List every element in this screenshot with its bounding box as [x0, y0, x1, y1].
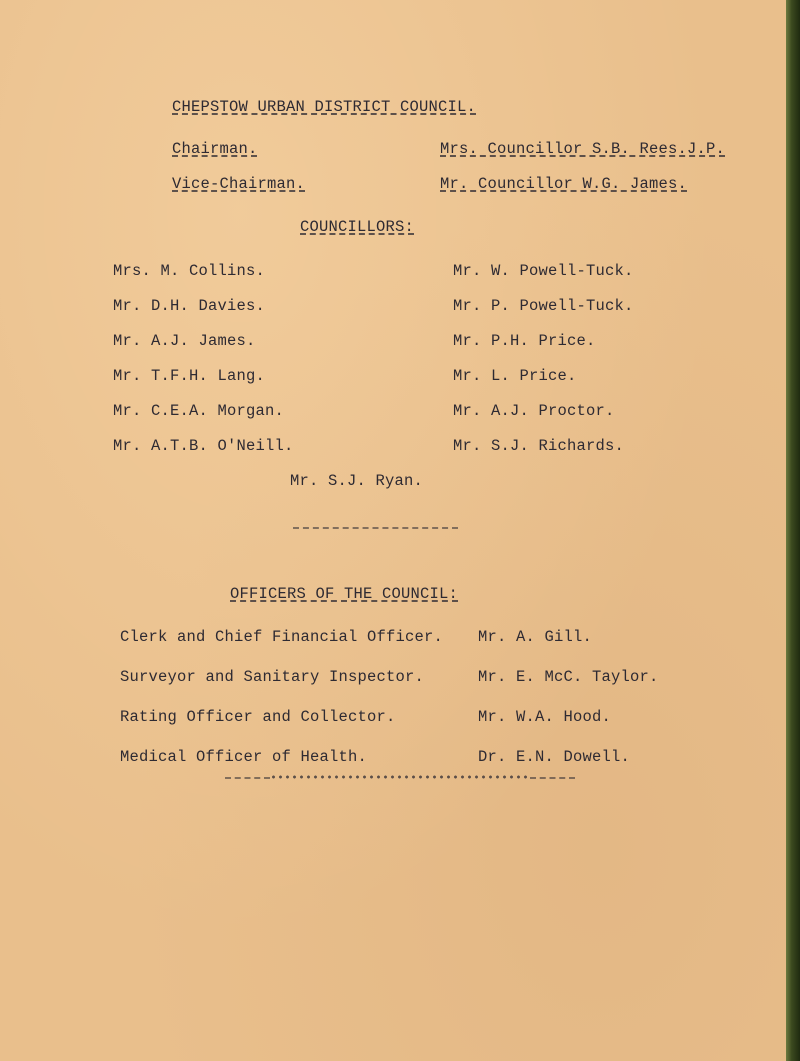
end-divider-left — [225, 777, 270, 779]
councillor-right: Mr. W. Powell-Tuck. — [453, 262, 634, 280]
vice-chairman-name: Mr. Councillor W.G. James. — [440, 175, 688, 193]
councillor-left: Mr. A.T.B. O'Neill. — [113, 437, 294, 455]
councillor-left: Mr. T.F.H. Lang. — [113, 367, 266, 385]
councillors-heading: COUNCILLORS: — [300, 218, 415, 236]
councillor-right: Mr. L. Price. — [453, 367, 577, 385]
officers-heading: OFFICERS OF THE COUNCIL: — [230, 585, 459, 603]
document-title: CHEPSTOW URBAN DISTRICT COUNCIL. — [172, 98, 477, 116]
councillor-left: Mr. D.H. Davies. — [113, 297, 266, 315]
page-edge — [786, 0, 800, 1061]
councillor-right: Mr. P. Powell-Tuck. — [453, 297, 634, 315]
end-divider-right — [530, 777, 575, 779]
officer-role: Clerk and Chief Financial Officer. — [120, 628, 444, 646]
chairman-name: Mrs. Councillor S.B. Rees.J.P. — [440, 140, 726, 158]
officer-name: Mr. W.A. Hood. — [478, 708, 612, 726]
councillor-right: Mr. A.J. Proctor. — [453, 402, 615, 420]
councillor-right: Mr. S.J. Richards. — [453, 437, 625, 455]
vice-chairman-label: Vice-Chairman. — [172, 175, 306, 193]
officer-role: Surveyor and Sanitary Inspector. — [120, 668, 425, 686]
chairman-label: Chairman. — [172, 140, 258, 158]
councillor-right: Mr. P.H. Price. — [453, 332, 596, 350]
councillor-left: Mrs. M. Collins. — [113, 262, 266, 280]
officer-name: Dr. E.N. Dowell. — [478, 748, 631, 766]
officer-name: Mr. E. McC. Taylor. — [478, 668, 659, 686]
officer-name: Mr. A. Gill. — [478, 628, 593, 646]
officer-role: Medical Officer of Health. — [120, 748, 368, 766]
end-divider-dots — [270, 774, 530, 780]
officer-role: Rating Officer and Collector. — [120, 708, 396, 726]
councillor-left: Mr. A.J. James. — [113, 332, 256, 350]
section-divider — [293, 527, 458, 529]
councillor-left: Mr. C.E.A. Morgan. — [113, 402, 285, 420]
councillor-center: Mr. S.J. Ryan. — [290, 472, 424, 490]
